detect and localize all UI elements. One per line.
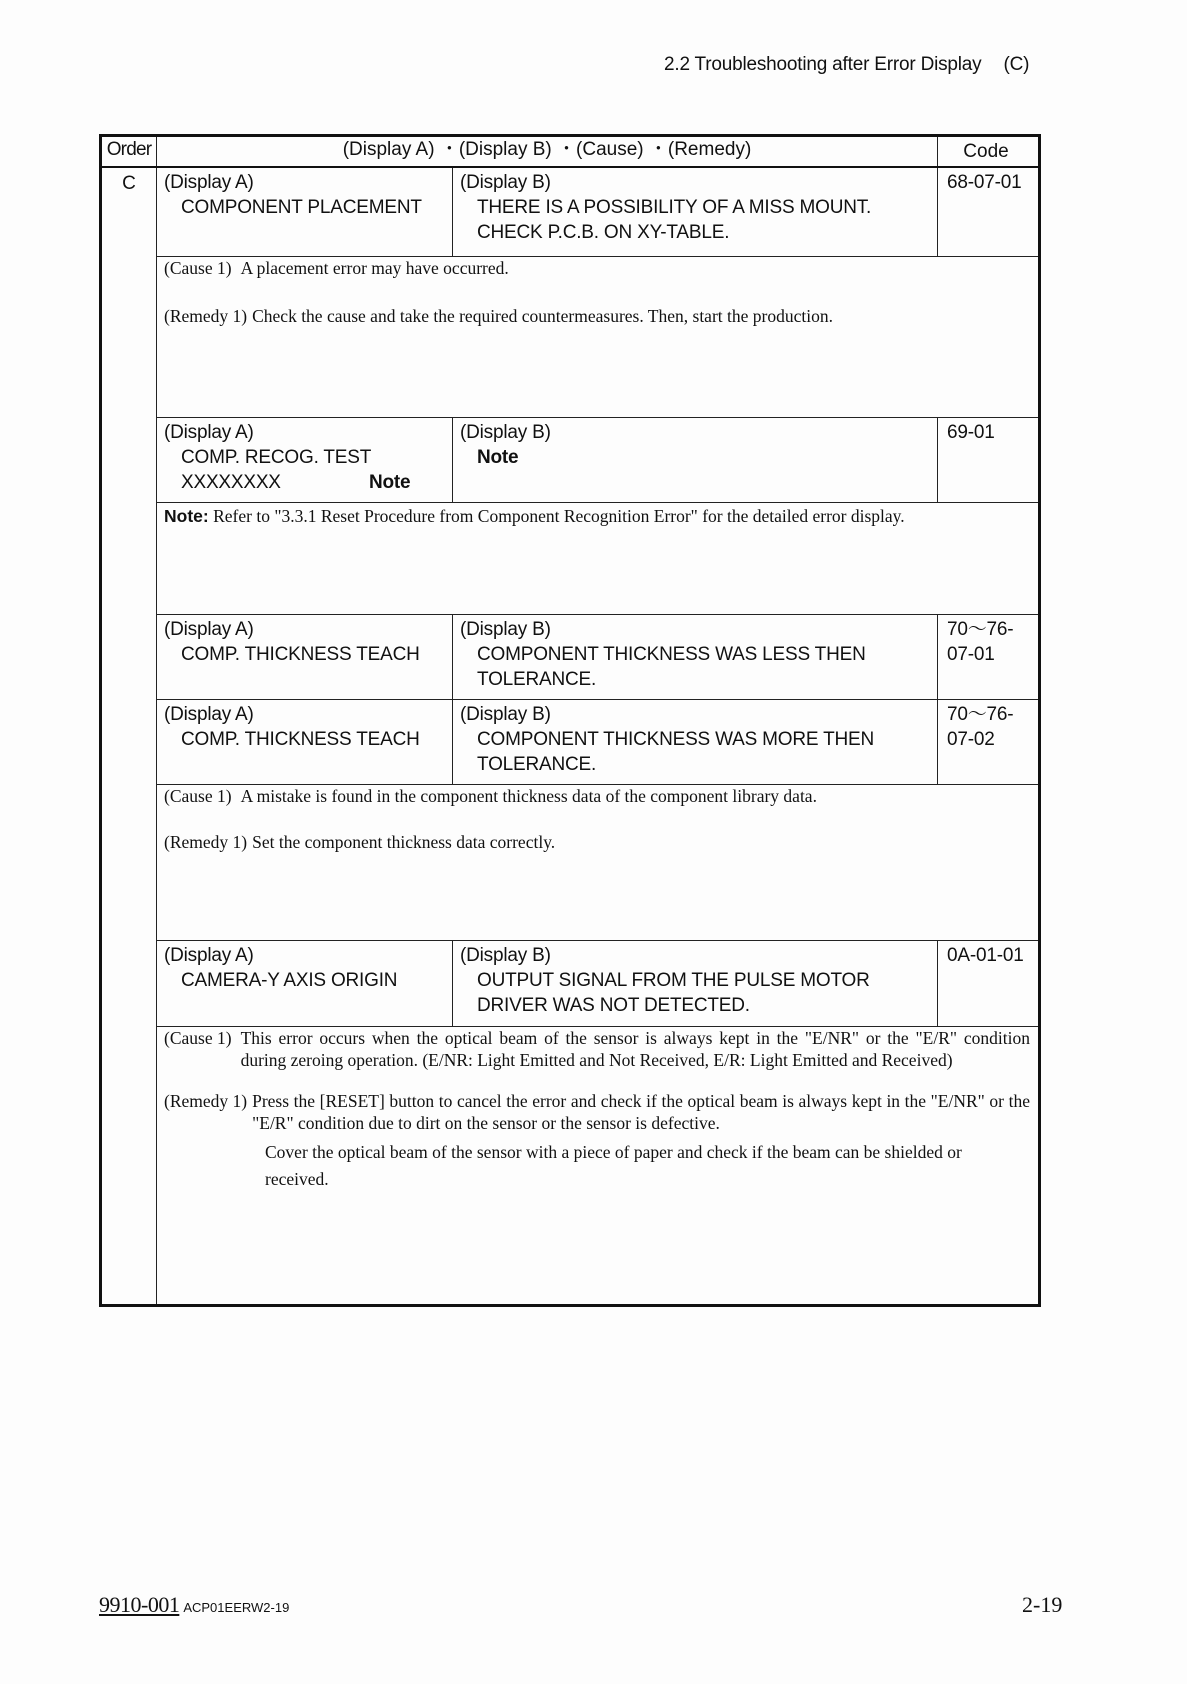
explanation — [157, 257, 1038, 417]
display-a-text: COMP. THICKNESS TEACH — [181, 729, 420, 750]
cause-label: (Cause 1) — [164, 1028, 232, 1048]
entry-display-b — [453, 418, 938, 502]
cause-text: A placement error may have occurred. — [240, 258, 509, 278]
display-b-label: (Display B) — [460, 422, 551, 443]
page-header — [664, 54, 1029, 76]
explanation-row — [157, 1026, 1038, 1304]
display-a-note-ref: Note — [369, 472, 411, 493]
cause-text: This error occurs when the optical beam of the sensor is always kept in the "E/NR" or the "E/R" condition during zeroing operation. (E/NR: Light Emitted and Not Received, E/R: Light Emitted and Received) — [240, 1028, 1030, 1070]
doc-code: ACP01EERW2-19 — [183, 1600, 290, 1615]
remedy-text: Press the [RESET] button to cancel the error and check if the optical beam is always kept in the "E/NR" or the "E/R" condition due to dirt on the sensor or the sensor is defective. — [252, 1091, 1030, 1133]
table-row — [157, 614, 1038, 699]
error-code — [938, 700, 1038, 784]
explanation — [157, 785, 1038, 940]
entry-display-b — [453, 615, 938, 699]
note-text: Refer to "3.3.1 Reset Procedure from Component Recognition Error" for the detailed error display. — [213, 506, 905, 526]
display-b-note-ref: Note — [477, 447, 519, 468]
remedy-label: (Remedy 1) — [164, 831, 248, 852]
explanation-row — [157, 784, 1038, 940]
code-line: 70〜76- — [947, 704, 1014, 725]
display-b-label: (Display B) — [460, 619, 551, 640]
entry-display-b — [453, 700, 938, 784]
display-a-label: (Display A) — [164, 422, 254, 443]
cause — [164, 1028, 1030, 1071]
display-b-text: THERE IS A POSSIBILITY OF A MISS MOUNT. — [477, 197, 872, 218]
note-row — [157, 502, 1038, 614]
display-b-text: CHECK P.C.B. ON XY-TABLE. — [477, 222, 730, 243]
remedy — [164, 832, 1030, 854]
explanation — [157, 1027, 1038, 1304]
order-cell — [102, 168, 157, 1304]
entry-display-b — [453, 168, 938, 256]
code-line: 70〜76- — [947, 619, 1014, 640]
remedy — [164, 1091, 1030, 1134]
display-b-label: (Display B) — [460, 172, 551, 193]
page-number: 2-19 — [1022, 1592, 1063, 1617]
entry-display-a — [157, 941, 453, 1026]
display-b-text: TOLERANCE. — [477, 754, 597, 775]
note — [157, 503, 1038, 614]
table-header-row — [102, 137, 1038, 166]
entry-display-a — [157, 168, 453, 256]
error-code — [938, 941, 1038, 1026]
display-a-placeholder: XXXXXXXX — [181, 472, 281, 493]
error-code — [938, 168, 1038, 256]
table-body — [102, 166, 1038, 1304]
remedy-text: Set the component thickness data correctly. — [252, 831, 556, 852]
code-line: 69-01 — [947, 422, 995, 443]
remedy-text: Check the cause and take the required countermeasures. Then, start the production. — [252, 305, 833, 326]
code-line: 0A-01-01 — [947, 945, 1024, 966]
display-b-text: COMPONENT THICKNESS WAS LESS THEN — [477, 644, 866, 665]
entry-display-a — [157, 615, 453, 699]
note-label: Note: — [164, 506, 209, 526]
cause — [164, 786, 1030, 808]
display-b-text: DRIVER WAS NOT DETECTED. — [477, 995, 750, 1016]
code-line: 07-02 — [947, 729, 995, 750]
display-a-label: (Display A) — [164, 619, 254, 640]
doc-number: 9910-001 — [99, 1592, 180, 1617]
display-b-text: OUTPUT SIGNAL FROM THE PULSE MOTOR — [477, 970, 870, 991]
cause-label: (Cause 1) — [164, 786, 232, 806]
remedy-text-continued: Cover the optical beam of the sensor with a piece of paper and check if the beam can be shielded or received. — [265, 1142, 962, 1189]
code-line: 68-07-01 — [947, 172, 1022, 193]
footer-doc-id — [99, 1592, 289, 1618]
code-line: 07-01 — [947, 644, 995, 665]
display-a-label: (Display A) — [164, 704, 254, 725]
remedy — [164, 306, 1030, 328]
remedy-label: (Remedy 1) — [164, 305, 248, 326]
error-code — [938, 615, 1038, 699]
display-a-text: COMP. THICKNESS TEACH — [181, 644, 420, 665]
cause-text: A mistake is found in the component thickness data of the component library data. — [240, 786, 817, 806]
column-header-code: Code — [963, 141, 1009, 162]
entry-display-a — [157, 418, 453, 502]
column-header-content: (Display A) ・(Display B) ・(Cause) ・(Remedy) — [157, 137, 938, 166]
troubleshooting-table — [99, 134, 1041, 1307]
cause-label: (Cause 1) — [164, 258, 232, 278]
content-column — [157, 168, 1038, 1304]
display-b-label: (Display B) — [460, 704, 551, 725]
column-header-order: Order — [102, 137, 157, 166]
display-b-label: (Display B) — [460, 945, 551, 966]
table-row — [157, 699, 1038, 784]
table-row — [157, 940, 1038, 1026]
display-a-text: COMPONENT PLACEMENT — [181, 197, 422, 218]
display-b-text: COMPONENT THICKNESS WAS MORE THEN — [477, 729, 875, 750]
table-row — [157, 168, 1038, 256]
explanation-row — [157, 256, 1038, 417]
cause — [164, 258, 1030, 280]
entry-display-a — [157, 700, 453, 784]
display-a-text: CAMERA-Y AXIS ORIGIN — [181, 970, 398, 991]
error-code — [938, 418, 1038, 502]
display-a-label: (Display A) — [164, 172, 254, 193]
entry-display-b — [453, 941, 938, 1026]
display-b-text: TOLERANCE. — [477, 669, 597, 690]
remedy-label: (Remedy 1) — [164, 1091, 248, 1111]
display-a-label: (Display A) — [164, 945, 254, 966]
display-a-text: COMP. RECOG. TEST — [181, 447, 372, 468]
section-title: 2.2 Troubleshooting after Error Display — [664, 54, 982, 75]
order-value: C — [122, 173, 136, 194]
table-row — [157, 417, 1038, 502]
section-letter: (C) — [1003, 54, 1030, 75]
